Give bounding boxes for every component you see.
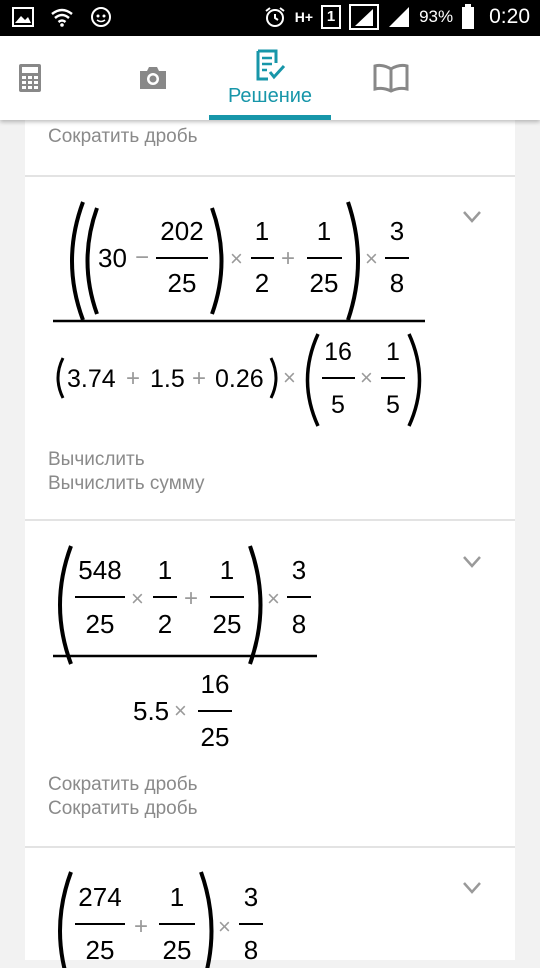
operator: × [230,246,243,271]
numerator: 3 [291,555,307,585]
tab-bar [0,36,540,120]
denominator: 5 [331,391,345,419]
step-hint[interactable]: Вычислить сумму [48,473,205,494]
step-hint[interactable]: Сократить дробь [48,798,198,819]
numerator: 202 [160,216,204,246]
paren-left [60,546,71,664]
operator: × [283,365,296,390]
signal-icon-sim1 [349,4,379,30]
term: 3.74 [67,365,116,393]
operator: + [281,245,296,272]
numerator: 3 [243,882,259,912]
denominator: 2 [157,609,173,639]
tab-solution-label: Решение [227,84,313,107]
denominator: 8 [389,268,405,298]
sim-indicator: 1 [321,5,341,29]
denominator: 25 [162,935,192,965]
tab-solution[interactable] [209,36,331,120]
denominator: 25 [212,609,242,639]
step-expression [25,520,515,780]
app-notification-icon [90,6,112,28]
operator: × [218,914,231,939]
step-expression [25,120,515,440]
denominator: 25 [167,268,197,298]
status-bar [0,0,540,36]
paren-left [60,872,71,968]
camera-icon [137,64,169,92]
chevron-down-icon[interactable] [463,211,481,223]
numerator: 1 [386,338,400,366]
numerator: 1 [254,216,270,246]
term: 0.26 [215,365,264,393]
paren-left [58,358,63,398]
paren-left [88,208,98,314]
operator: + [184,585,199,612]
denominator: 25 [85,609,115,639]
step-hint[interactable]: Вычислить [48,449,145,470]
paren-left [72,202,83,320]
paren-right [212,208,222,314]
numerator: 1 [157,555,173,585]
denominator: 5 [386,391,400,419]
solution-icon [254,49,286,81]
clock: 0:20 [489,5,530,28]
numerator: 274 [78,882,122,912]
calculator-icon [18,63,42,93]
operator: × [365,246,378,271]
tab-calculator[interactable] [0,36,90,120]
alarm-icon [263,5,287,29]
signal-icon-sim2 [387,5,411,29]
operator: × [174,698,187,723]
denominator: 25 [309,268,339,298]
step-expression [25,848,515,968]
operator: + [126,365,141,392]
numerator: 1 [169,882,185,912]
battery-icon [461,4,475,30]
denominator: 25 [85,935,115,965]
numerator: 1 [219,555,235,585]
paren-right [201,872,212,968]
network-type: H+ [294,9,314,25]
wifi-icon [50,7,74,27]
term: 5.5 [133,696,170,726]
operator: + [192,365,207,392]
gallery-icon [12,7,34,27]
paren-right [409,334,420,426]
denominator: 8 [243,935,259,965]
operator: − [135,244,150,271]
operator: × [267,586,280,611]
numerator: 548 [78,555,122,585]
step-hint[interactable]: Сократить дробь [48,126,198,147]
paren-right [271,358,276,398]
tab-book[interactable] [331,36,451,120]
solution-steps[interactable] [25,120,515,965]
paren-right [348,202,358,320]
chevron-down-icon[interactable] [463,556,481,568]
active-tab-indicator [209,115,331,120]
book-icon [373,63,409,93]
paren-left [308,334,319,426]
operator: × [360,365,373,390]
numerator: 1 [316,216,332,246]
tab-camera[interactable] [93,36,213,120]
denominator: 25 [200,722,230,752]
operator: × [131,586,144,611]
paren-right [250,546,261,664]
denominator: 8 [291,609,307,639]
numerator: 16 [324,338,352,366]
numerator: 3 [389,216,405,246]
battery-percent: 93% [419,7,454,26]
numerator: 16 [200,669,230,699]
term: 30 [98,243,127,273]
operator: + [134,913,149,940]
chevron-down-icon[interactable] [463,882,481,894]
term: 1.5 [150,365,185,393]
denominator: 2 [254,268,270,298]
step-hint[interactable]: Сократить дробь [48,774,198,795]
